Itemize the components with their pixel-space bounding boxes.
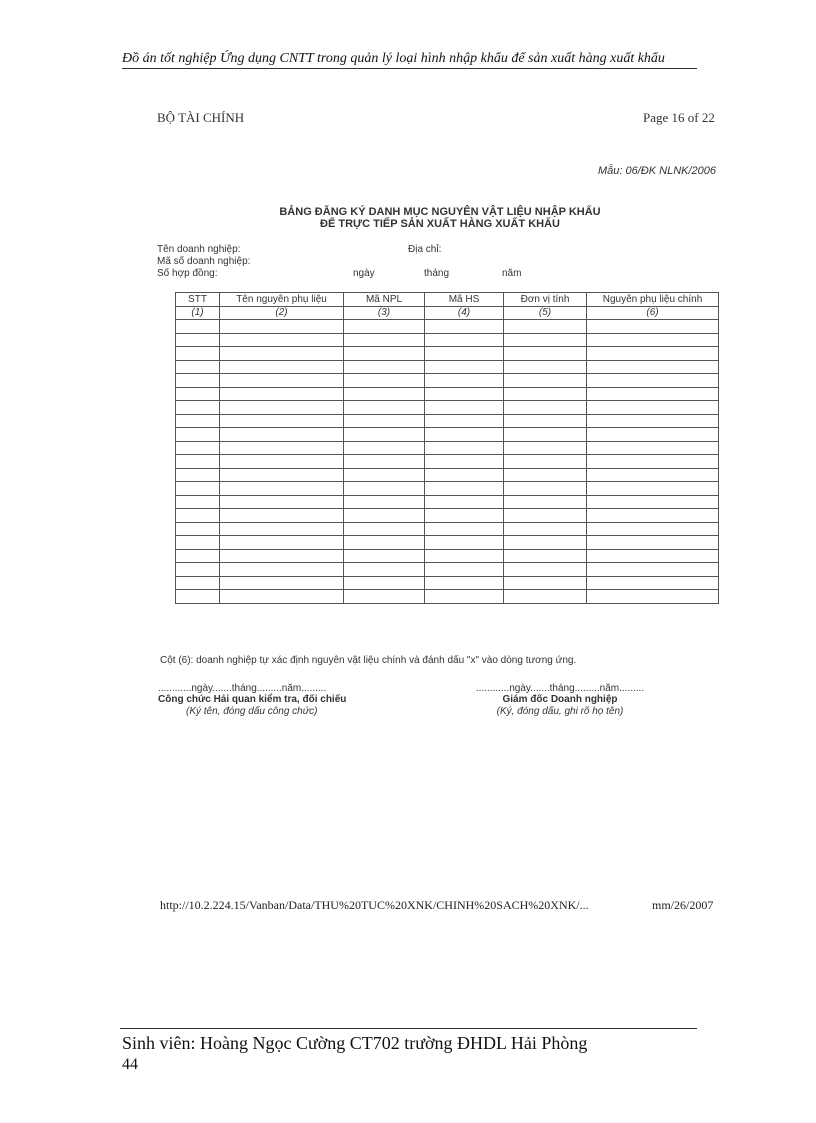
table-cell <box>425 320 504 334</box>
table-cell <box>504 495 587 509</box>
table-cell <box>587 455 719 469</box>
table-cell <box>425 333 504 347</box>
signature-hint: (Ký, đóng dấu, ghi rõ họ tên) <box>496 706 624 717</box>
table-cell <box>587 374 719 388</box>
table-cell <box>587 522 719 536</box>
table-row <box>176 333 719 347</box>
table-cell <box>504 320 587 334</box>
source-url: http://10.2.224.15/Vanban/Data/THU%20TUC%20XNK/CHINH%20SACH%20XNK/... <box>160 898 589 912</box>
header-material-code: Mã NPL <box>344 293 425 307</box>
table-cell <box>176 374 220 388</box>
table-cell <box>220 360 344 374</box>
scan-page-number: Page 16 of 22 <box>643 110 715 125</box>
table-cell <box>587 576 719 590</box>
table-cell <box>504 549 587 563</box>
footer-student-info: Sinh viên: Hoàng Ngọc Cường CT702 trường ĐHDL Hải Phòng <box>122 1033 588 1053</box>
table-cell <box>587 441 719 455</box>
header-main-material: Nguyên phụ liệu chính <box>587 293 719 307</box>
table-cell <box>220 522 344 536</box>
table-cell <box>344 401 425 415</box>
table-cell <box>176 563 220 577</box>
table-cell <box>344 428 425 442</box>
table-cell <box>220 495 344 509</box>
address-label: Địa chỉ: <box>408 244 442 255</box>
table-cell <box>504 374 587 388</box>
table-cell <box>176 522 220 536</box>
table-cell <box>344 374 425 388</box>
table-row <box>176 590 719 604</box>
table-cell <box>176 549 220 563</box>
table-cell <box>176 333 220 347</box>
table-cell <box>176 536 220 550</box>
table-cell <box>220 455 344 469</box>
table-cell <box>176 495 220 509</box>
table-row <box>176 360 719 374</box>
table-cell <box>587 482 719 496</box>
table-row <box>176 536 719 550</box>
company-name-label: Tên doanh nghiệp: <box>157 244 241 255</box>
table-cell <box>344 509 425 523</box>
table-cell <box>344 387 425 401</box>
table-row <box>176 428 719 442</box>
table-cell <box>176 401 220 415</box>
table-cell <box>425 522 504 536</box>
table-row <box>176 455 719 469</box>
table-cell <box>176 576 220 590</box>
contract-year-label: năm <box>502 268 522 279</box>
table-cell <box>504 401 587 415</box>
table-cell <box>425 387 504 401</box>
table-cell <box>220 549 344 563</box>
source-date: mm/26/2007 <box>652 898 714 912</box>
signature-role: Công chức Hải quan kiểm tra, đối chiếu <box>158 694 347 705</box>
header-hs-code: Mã HS <box>425 293 504 307</box>
table-cell <box>425 414 504 428</box>
index-cell: (3) <box>344 306 425 320</box>
table-cell <box>176 387 220 401</box>
table-cell <box>504 455 587 469</box>
table-cell <box>587 320 719 334</box>
table-cell <box>344 495 425 509</box>
table-cell <box>425 468 504 482</box>
document-header: Đồ án tốt nghiệp Ứng dụng CNTT trong quản lý loại hình nhập khẩu để sản xuất hàng xuất khẩu <box>122 50 697 69</box>
table-cell <box>587 401 719 415</box>
table-cell <box>504 522 587 536</box>
table-cell <box>587 495 719 509</box>
form-title-line-2: ĐỂ TRỰC TIẾP SẢN XUẤT HÀNG XUẤT KHẨU <box>320 218 560 230</box>
table-cell <box>425 441 504 455</box>
table-row <box>176 441 719 455</box>
table-cell <box>344 320 425 334</box>
table-cell <box>504 387 587 401</box>
table-cell <box>176 414 220 428</box>
table-row <box>176 374 719 388</box>
table-cell <box>587 387 719 401</box>
table-cell <box>425 590 504 604</box>
table-cell <box>220 441 344 455</box>
customs-officer-signature-block <box>158 683 388 718</box>
table-cell <box>504 428 587 442</box>
table-row <box>176 387 719 401</box>
contract-day-label: ngày <box>353 268 375 279</box>
table-row <box>176 414 719 428</box>
table-cell <box>587 509 719 523</box>
contract-number-label: Số hợp đồng: <box>157 268 218 279</box>
table-cell <box>220 536 344 550</box>
signature-role: Giám đốc Doanh nghiệp <box>502 694 618 705</box>
table-cell <box>425 509 504 523</box>
table-row <box>176 509 719 523</box>
table-cell <box>587 360 719 374</box>
column-note: Cột (6): doanh nghiệp tự xác định nguyên vật liệu chính và đánh dấu "x" vào dòng tương ứng. <box>160 655 577 666</box>
table-cell <box>587 428 719 442</box>
table-cell <box>220 333 344 347</box>
index-cell: (4) <box>425 306 504 320</box>
table-cell <box>220 401 344 415</box>
table-cell <box>176 360 220 374</box>
table-cell <box>344 414 425 428</box>
table-cell <box>587 333 719 347</box>
table-row <box>176 320 719 334</box>
contract-month-label: tháng <box>424 268 450 279</box>
table-index-row <box>176 306 719 320</box>
table-cell <box>344 333 425 347</box>
material-register-table <box>175 292 719 604</box>
table-cell <box>587 549 719 563</box>
footer-page-number: 44 <box>122 1056 138 1073</box>
table-row <box>176 401 719 415</box>
table-cell <box>504 576 587 590</box>
table-cell <box>504 536 587 550</box>
table-row <box>176 468 719 482</box>
table-cell <box>504 590 587 604</box>
table-row <box>176 576 719 590</box>
table-cell <box>220 347 344 361</box>
table-cell <box>344 590 425 604</box>
footer-divider <box>120 1028 697 1029</box>
table-cell <box>587 414 719 428</box>
table-cell <box>425 549 504 563</box>
table-cell <box>504 468 587 482</box>
table-cell <box>587 468 719 482</box>
table-row <box>176 347 719 361</box>
table-cell <box>176 468 220 482</box>
company-director-signature-block <box>440 683 680 718</box>
table-cell <box>504 414 587 428</box>
header-stt: STT <box>176 293 220 307</box>
form-code: Mẫu: 06/ĐK NLNK/2006 <box>598 165 717 177</box>
table-cell <box>220 414 344 428</box>
table-cell <box>220 374 344 388</box>
table-cell <box>425 482 504 496</box>
table-cell <box>176 482 220 496</box>
table-cell <box>504 563 587 577</box>
table-cell <box>344 347 425 361</box>
table-cell <box>176 428 220 442</box>
table-cell <box>425 455 504 469</box>
table-cell <box>587 347 719 361</box>
table-row <box>176 563 719 577</box>
form-title-line-1: BẢNG ĐĂNG KÝ DANH MỤC NGUYÊN VẬT LIỆU NHẬP KHẨU <box>279 206 601 218</box>
table-cell <box>220 576 344 590</box>
index-cell: (6) <box>587 306 719 320</box>
ministry-name: BỘ TÀI CHÍNH <box>157 110 245 125</box>
table-cell <box>176 347 220 361</box>
signature-dateline: ............ngày.......tháng.........năm......... <box>475 683 645 694</box>
table-cell <box>504 360 587 374</box>
table-cell <box>425 563 504 577</box>
table-cell <box>220 428 344 442</box>
index-cell: (5) <box>504 306 587 320</box>
table-header-row <box>176 293 719 307</box>
table-cell <box>176 509 220 523</box>
table-row <box>176 495 719 509</box>
table-cell <box>220 563 344 577</box>
table-cell <box>344 563 425 577</box>
table-cell <box>176 320 220 334</box>
table-cell <box>220 509 344 523</box>
table-cell <box>587 563 719 577</box>
table-cell <box>220 320 344 334</box>
table-cell <box>425 536 504 550</box>
table-cell <box>344 441 425 455</box>
index-cell: (1) <box>176 306 220 320</box>
table-cell <box>344 522 425 536</box>
signature-hint: (Ký tên, đóng dấu công chức) <box>186 706 318 717</box>
table-cell <box>425 576 504 590</box>
header-material-name: Tên nguyên phụ liệu <box>220 293 344 307</box>
index-cell: (2) <box>220 306 344 320</box>
table-cell <box>176 441 220 455</box>
table-cell <box>504 333 587 347</box>
company-code-label: Mã số doanh nghiệp: <box>157 256 251 267</box>
table-cell <box>425 374 504 388</box>
table-cell <box>425 360 504 374</box>
table-cell <box>344 360 425 374</box>
signature-dateline: ............ngày.......tháng.........năm......... <box>158 683 327 694</box>
table-cell <box>425 347 504 361</box>
table-row <box>176 522 719 536</box>
table-cell <box>344 482 425 496</box>
table-cell <box>344 536 425 550</box>
table-cell <box>587 536 719 550</box>
table-cell <box>220 468 344 482</box>
table-cell <box>176 455 220 469</box>
table-cell <box>504 482 587 496</box>
table-cell <box>504 347 587 361</box>
table-cell <box>344 455 425 469</box>
table-cell <box>344 468 425 482</box>
table-cell <box>504 441 587 455</box>
table-cell <box>587 590 719 604</box>
header-unit: Đơn vị tính <box>504 293 587 307</box>
table-cell <box>504 509 587 523</box>
table-cell <box>344 549 425 563</box>
table-cell <box>220 387 344 401</box>
table-cell <box>425 428 504 442</box>
table-row <box>176 482 719 496</box>
table-cell <box>425 401 504 415</box>
table-cell <box>220 482 344 496</box>
table-cell <box>344 576 425 590</box>
table-cell <box>425 495 504 509</box>
table-cell <box>220 590 344 604</box>
table-cell <box>176 590 220 604</box>
table-row <box>176 549 719 563</box>
